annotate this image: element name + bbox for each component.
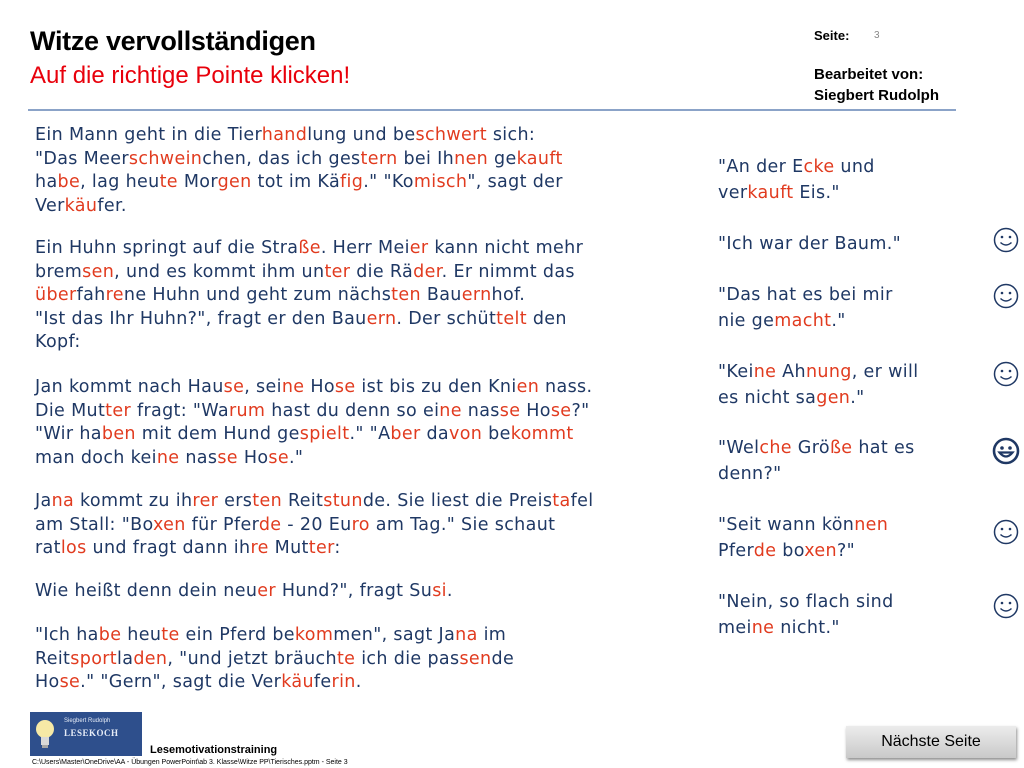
joke-text — [35, 237, 583, 355]
syllable-highlight: stun — [323, 491, 363, 511]
syllable-highlight: rer — [192, 491, 219, 511]
text-segment: hast du denn so ei — [265, 400, 440, 421]
text-segment: ", sagt der Ver — [35, 172, 563, 216]
text-segment: ge — [488, 148, 517, 169]
syllable-highlight: hand — [261, 125, 308, 145]
syllable-highlight: über — [35, 285, 77, 306]
page-number: 3 — [874, 30, 880, 41]
syllable-highlight: be — [57, 172, 81, 193]
text-segment: ." — [850, 388, 865, 408]
syllable-highlight: ern — [461, 285, 492, 306]
text-segment: , sei — [244, 377, 282, 397]
punchline-option[interactable] — [718, 154, 968, 206]
logo-brand: LESEKOCH — [64, 728, 119, 738]
text-segment: sich: "Das Meer — [35, 125, 536, 169]
text-segment: ers — [218, 491, 253, 511]
text-segment: "Ich war der Baum." — [718, 234, 902, 254]
syllable-highlight: te — [159, 172, 178, 193]
footer-title: Lesemotivationstraining — [150, 744, 278, 756]
text-segment: da — [420, 424, 449, 445]
syllable-highlight: nen — [854, 515, 889, 535]
syllable-highlight: ne — [281, 377, 305, 397]
text-segment: hof. "Ist das Ihr Huhn?", fragt er den Bau — [35, 285, 526, 329]
text-segment: fel am Stall: "Bo — [35, 491, 594, 535]
punchline-option[interactable] — [718, 435, 968, 487]
syllable-highlight: ten — [252, 491, 283, 511]
text-segment: ich die pas — [355, 648, 460, 669]
text-segment: fe — [313, 672, 332, 693]
text-segment: ein Pferd be — [179, 625, 295, 645]
punchline-option[interactable] — [718, 231, 968, 257]
lightbulb-icon — [34, 718, 56, 750]
text-segment: fah — [76, 285, 106, 306]
text-segment: de Ho — [35, 648, 515, 693]
text-segment: . — [446, 581, 453, 601]
syllable-highlight: nung — [805, 362, 852, 382]
syllable-highlight: käu — [281, 672, 314, 693]
text-segment: ." "Gern", sagt die Ver — [80, 672, 282, 693]
text-segment: Mut — [268, 538, 309, 559]
syllable-highlight: te — [161, 625, 180, 645]
text-segment: hat es denn?" — [718, 438, 915, 484]
punchline-option[interactable] — [718, 512, 968, 564]
syllable-highlight: tern — [360, 148, 398, 169]
text-segment: kommt zu ih — [74, 491, 193, 511]
text-segment: be — [482, 424, 511, 445]
joke-text — [35, 376, 592, 470]
text-segment: Ein Huhn springt auf die Stra — [35, 238, 299, 258]
text-segment: Eis." — [793, 183, 840, 203]
syllable-highlight: fig — [340, 172, 364, 193]
text-segment: bo — [776, 541, 805, 561]
text-segment: ." — [289, 447, 304, 468]
syllable-highlight: che — [759, 438, 792, 458]
text-segment: "Ich ha — [35, 625, 99, 645]
syllable-highlight: re — [105, 285, 124, 306]
syllable-highlight: ern — [366, 308, 397, 329]
syllable-highlight: na — [455, 625, 478, 645]
syllable-highlight: ße — [829, 438, 853, 458]
text-segment: "Seit wann kön — [718, 515, 855, 535]
syllable-highlight: xen — [152, 514, 186, 535]
smiley-icon — [992, 282, 1020, 310]
joke-text — [35, 580, 453, 604]
text-segment: fragt: "Wa — [131, 400, 229, 421]
syllable-highlight: ro — [351, 514, 370, 535]
page-subtitle: Auf die richtige Pointe klicken! — [30, 62, 351, 89]
syllable-highlight: si — [432, 581, 447, 601]
text-segment: ?" "Wir ha — [35, 400, 590, 445]
text-segment: man doch kei — [35, 447, 157, 468]
syllable-highlight: ße — [298, 238, 321, 258]
text-segment: Jan kommt nach Hau — [35, 377, 224, 397]
syllable-highlight: te — [336, 648, 356, 669]
text-segment: nass. Die Mut — [35, 377, 593, 421]
text-segment: . — [355, 672, 362, 693]
syllable-highlight: gen — [217, 172, 252, 193]
smiley-icon — [992, 226, 1020, 254]
syllable-highlight: kommt — [510, 424, 574, 445]
syllable-highlight: sport — [70, 648, 118, 669]
syllable-highlight: misch — [413, 172, 468, 193]
text-segment: nas — [179, 447, 218, 468]
syllable-highlight: von — [448, 424, 483, 445]
syllable-highlight: telt — [496, 308, 527, 329]
syllable-highlight: cke — [803, 157, 835, 177]
next-page-button[interactable]: Nächste Seite — [846, 726, 1016, 758]
text-segment: . Herr Mei — [320, 238, 410, 258]
syllable-highlight: ben — [101, 424, 136, 445]
text-segment: Ho — [304, 377, 335, 397]
syllable-highlight: se — [223, 377, 245, 397]
syllable-highlight: xen — [804, 541, 837, 561]
syllable-highlight: rum — [228, 400, 266, 421]
text-segment: und ver — [718, 157, 875, 203]
text-segment: Ja — [35, 491, 52, 511]
text-segment: "Nein, so flach sind mei — [718, 592, 894, 638]
syllable-highlight: macht — [774, 311, 832, 331]
text-segment: Hund?", fragt Su — [275, 581, 433, 601]
punchline-option[interactable] — [718, 359, 968, 411]
syllable-highlight: se — [334, 377, 356, 397]
punchline-option[interactable] — [718, 589, 968, 641]
syllable-highlight: se — [499, 400, 521, 421]
editor-name: Siegbert Rudolph — [814, 87, 939, 104]
syllable-highlight: en — [516, 377, 540, 397]
text-segment: "Kei — [718, 362, 754, 382]
text-segment: "Das hat es bei mir nie ge — [718, 285, 893, 331]
syllable-highlight: ber — [390, 424, 421, 445]
syllable-highlight: ta — [552, 491, 571, 511]
text-segment: heu — [121, 625, 162, 645]
syllable-highlight: se — [268, 447, 289, 468]
text-segment: , "und jetzt bräuch — [167, 648, 337, 669]
text-segment: ." "Ko — [363, 172, 414, 193]
text-segment: kann nicht mehr brem — [35, 238, 584, 282]
text-segment: "Wel — [718, 438, 760, 458]
syllable-highlight: nen — [454, 148, 489, 169]
header-divider — [28, 109, 956, 111]
smiley-icon — [992, 592, 1020, 620]
text-segment: für Pfer — [185, 514, 259, 535]
text-segment: im Reit — [35, 625, 507, 669]
text-segment: Grö — [791, 438, 830, 458]
joke-text — [35, 624, 514, 695]
page-title: Witze vervollständigen — [30, 26, 316, 56]
syllable-highlight: gen — [816, 388, 851, 408]
text-segment: ist bis zu den Kni — [355, 377, 517, 397]
text-segment: de. Sie liest die Preis — [362, 491, 553, 511]
text-segment: "An der E — [718, 157, 804, 177]
text-segment: Ein Mann geht in die Tier — [35, 125, 262, 145]
text-segment: Ho — [237, 447, 269, 468]
syllable-highlight: sen — [82, 261, 115, 282]
syllable-highlight: schwert — [415, 125, 487, 145]
joke-text — [35, 124, 563, 218]
logo-author: Siegbert Rudolph — [64, 718, 111, 724]
text-segment: am Tag." Sie schaut rat — [35, 514, 556, 559]
page-label: Seite: — [814, 28, 850, 43]
lesekoch-logo — [30, 712, 142, 756]
text-segment: die Rä — [350, 261, 414, 282]
syllable-highlight: den — [133, 648, 168, 669]
text-segment: den Kopf: — [35, 308, 567, 353]
text-segment: ?" — [836, 541, 856, 561]
text-segment: bei Ih — [397, 148, 455, 169]
text-segment: ." — [831, 311, 846, 331]
syllable-highlight: de — [753, 541, 777, 561]
text-segment: chen, das ich ges — [202, 148, 361, 169]
smiley-grin-icon — [992, 437, 1020, 465]
text-segment: Pfer — [718, 541, 754, 561]
syllable-highlight: ne — [753, 362, 777, 382]
text-segment: fer. — [97, 195, 127, 216]
text-segment: ." "A — [349, 424, 391, 445]
syllable-highlight: schwein — [128, 148, 203, 169]
syllable-highlight: sen — [459, 648, 492, 669]
syllable-highlight: kom — [294, 625, 334, 645]
text-segment: tot im Kä — [251, 172, 341, 193]
text-segment: , lag heu — [80, 172, 160, 193]
text-segment: , und es kommt ihm un — [114, 261, 325, 282]
syllable-highlight: ne — [156, 447, 180, 468]
text-segment: men", sagt Ja — [333, 625, 456, 645]
text-segment: ha — [35, 172, 58, 193]
text-segment: . Der schüt — [396, 308, 497, 329]
text-segment: Ho — [520, 400, 551, 421]
joke-text — [35, 490, 593, 561]
syllable-highlight: kauft — [747, 183, 794, 203]
text-segment: mit dem Hund ge — [135, 424, 300, 445]
syllable-highlight: los — [60, 538, 87, 559]
syllable-highlight: er — [257, 581, 276, 601]
syllable-highlight: ter — [308, 538, 335, 559]
smiley-icon — [992, 360, 1020, 388]
syllable-highlight: ten — [391, 285, 421, 306]
text-segment: la — [117, 648, 134, 669]
text-segment: ne Huhn und geht zum nächs — [123, 285, 392, 306]
syllable-highlight: ne — [439, 400, 462, 421]
syllable-highlight: se — [550, 400, 572, 421]
text-segment: nas — [461, 400, 500, 421]
text-segment: nicht." — [774, 618, 840, 638]
syllable-highlight: re — [250, 538, 269, 559]
syllable-highlight: rin — [331, 672, 356, 693]
smiley-icon — [992, 518, 1020, 546]
syllable-highlight: kauft — [516, 148, 563, 169]
text-segment: : — [334, 538, 341, 559]
syllable-highlight: se — [59, 672, 81, 693]
text-segment: - 20 Eu — [281, 514, 352, 535]
text-segment: Wie heißt denn dein neu — [35, 581, 258, 601]
syllable-highlight: ter — [105, 400, 132, 421]
file-path: C:\Users\Master\OneDrive\AA - Übungen PowerPoint\ab 3. Klasse\Witze PP\Tierisches.pptm - Seite 3 — [32, 759, 348, 766]
text-segment: Reit — [282, 491, 324, 511]
text-segment: Ah — [776, 362, 806, 382]
syllable-highlight: er — [409, 238, 429, 258]
text-segment: . Er nimmt das — [441, 261, 575, 282]
punchline-option[interactable] — [718, 282, 968, 334]
syllable-highlight: spielt — [299, 424, 350, 445]
syllable-highlight: ne — [751, 618, 775, 638]
text-segment: Mor — [177, 172, 218, 193]
editor-label: Bearbeitet von: — [814, 66, 924, 83]
text-segment: Bau — [420, 285, 462, 306]
text-segment: und fragt dann ih — [86, 538, 251, 559]
syllable-highlight: käu — [64, 195, 98, 216]
syllable-highlight: na — [51, 491, 75, 511]
syllable-highlight: der — [413, 261, 442, 282]
text-segment: lung und be — [307, 125, 416, 145]
syllable-highlight: be — [98, 625, 122, 645]
syllable-highlight: ter — [324, 261, 351, 282]
syllable-highlight: se — [217, 447, 238, 468]
text-segment: , er will es nicht sa — [718, 362, 919, 408]
syllable-highlight: de — [258, 514, 282, 535]
